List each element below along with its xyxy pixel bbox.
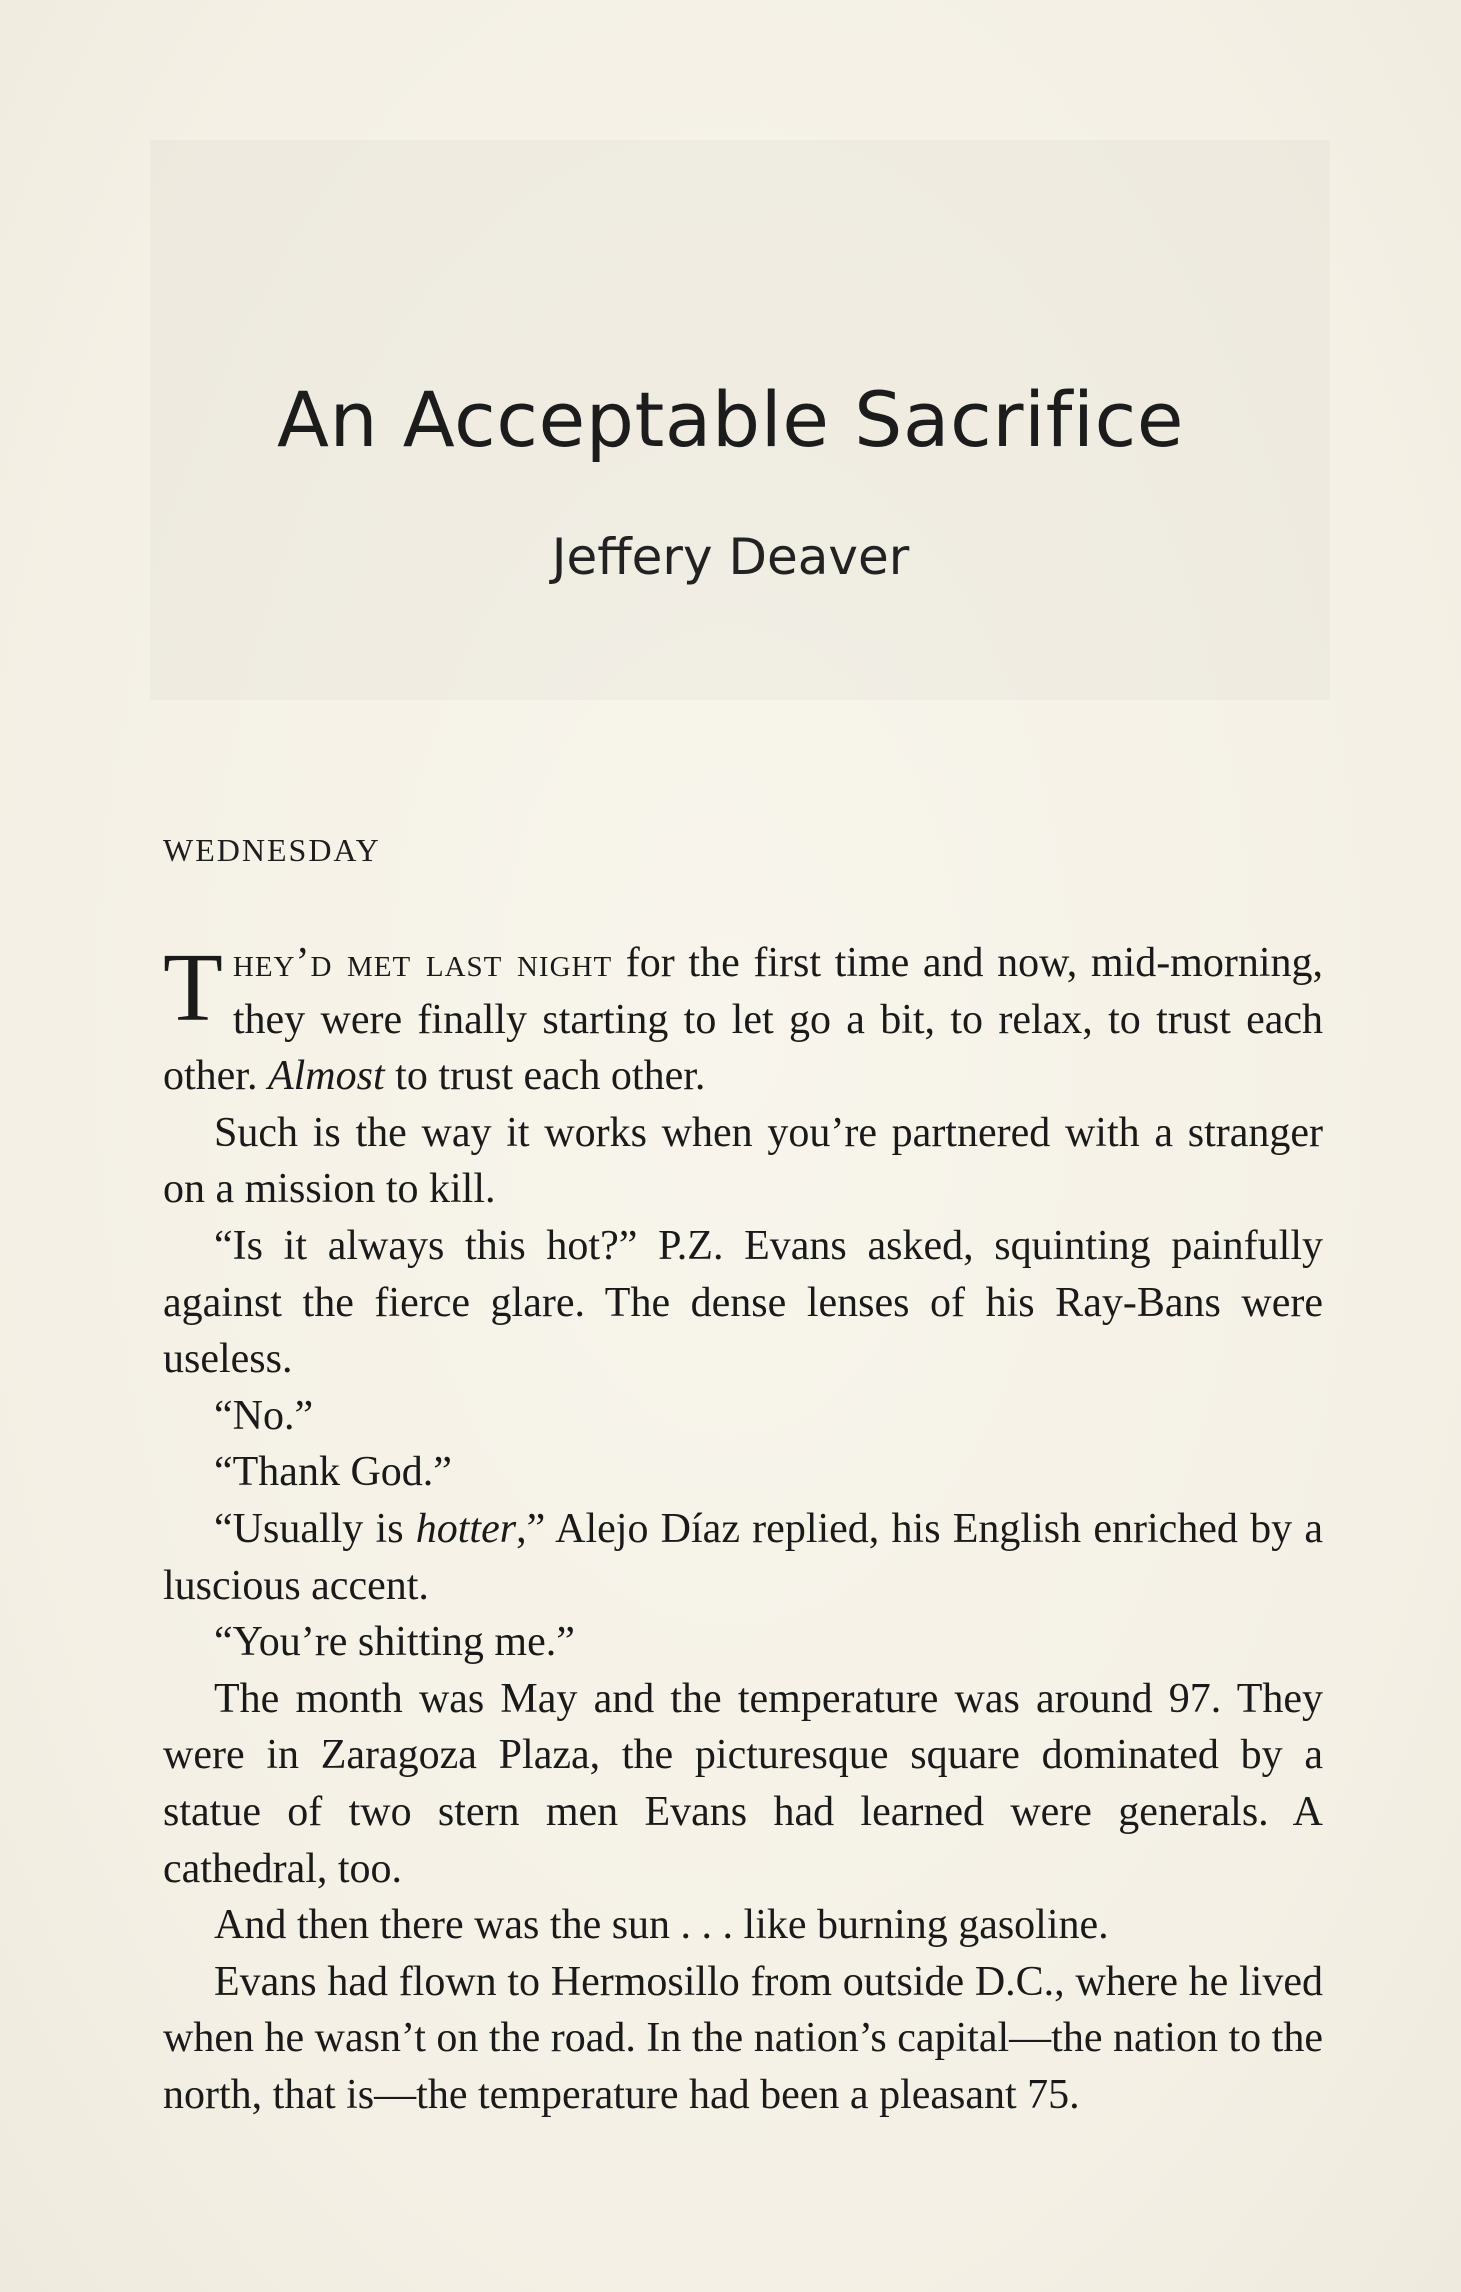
paragraph-italic: hotter	[415, 1505, 517, 1552]
story-author: Jeffery Deaver	[551, 528, 910, 586]
opening-italic: Almost	[267, 1053, 385, 1100]
paragraph: Evans had flown to Hermosillo from outside D.C., where he lived when he wasn’t on the road. In the nation’s capital—the nation to the north, that is—the temperature had been a pleasant 75.	[163, 1958, 1323, 2118]
paragraph: “No.”	[214, 1392, 314, 1439]
opening-small-caps: hey’d met last night	[232, 940, 613, 986]
paragraph: Such is the way it works when you’re partnered with a stranger on a mission to kill.	[163, 1109, 1323, 1213]
story-title: An Acceptable Sacrifice	[276, 375, 1185, 464]
paragraph: The month was May and the temperature was around 97. They were in Zaragoza Plaza, the picturesque square dominated by a statue of two stern men Evans had learned were generals. A cathedral, too.	[163, 1675, 1323, 1892]
paragraph	[163, 1501, 1323, 1614]
paragraph: “Is it always this hot?” P.Z. Evans asked, squinting painfully against the fierce glare. The dense lenses of his Ray-Bans were useless.	[163, 1222, 1323, 1383]
paragraph-text: ,” Alejo Díaz replied, his English enriched by a luscious accent.	[163, 1505, 1323, 1609]
paragraph: “You’re shitting me.”	[214, 1619, 575, 1666]
drop-cap: T	[163, 934, 223, 1042]
opening-text-end: to trust each other.	[384, 1053, 706, 1100]
body-text	[163, 935, 1323, 2123]
paragraph: “Thank God.”	[214, 1449, 452, 1496]
paragraph: And then there was the sun . . . like burning gasoline.	[214, 1902, 1109, 1949]
opening-text: for the first time and now, mid-morning, they were finally starting to let go a bit, to relax, to trust each other.	[163, 940, 1323, 1100]
section-heading: WEDNESDAY	[163, 832, 381, 868]
paragraph-text: “Usually is	[214, 1505, 416, 1552]
opening-paragraph	[163, 935, 1323, 1105]
